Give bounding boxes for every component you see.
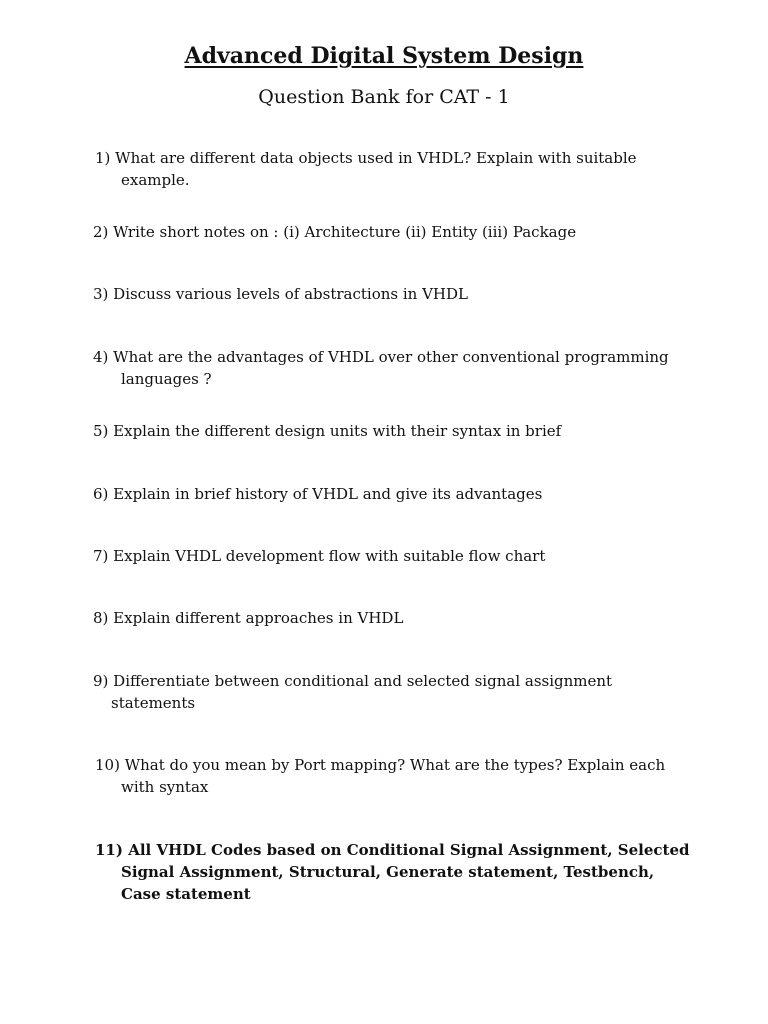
question-11-line1: 11) All VHDL Codes based on Conditional Signal Assignment, Selected [95,841,690,859]
question-1 [95,147,695,191]
document-title: Advanced Digital System Design [184,43,584,69]
question-7 [93,545,693,567]
question-10-line2: with syntax [121,778,209,796]
question-5-line1: 5) Explain the different design units with their syntax in brief [93,422,562,440]
question-6-line1: 6) Explain in brief history of VHDL and give its advantages [93,485,543,503]
question-2 [93,221,693,243]
question-4-line2: languages ? [121,370,212,388]
question-3-line1: 3) Discuss various levels of abstractions in VHDL [93,285,468,303]
question-8 [93,607,693,629]
question-11 [95,839,735,905]
question-1-line2: example. [121,171,190,189]
question-2-line1: 2) Write short notes on : (i) Architecture (ii) Entity (iii) Package [93,223,577,241]
question-9 [93,670,693,714]
question-4 [93,346,733,390]
question-10 [95,754,735,798]
question-7-line1: 7) Explain VHDL development flow with suitable flow chart [93,547,546,565]
question-8-line1: 8) Explain different approaches in VHDL [93,609,404,627]
question-3 [93,283,693,305]
document-subtitle: Question Bank for CAT - 1 [258,86,510,108]
question-9-line1: 9) Differentiate between conditional and selected signal assignment [93,672,613,690]
question-11-line2: Signal Assignment, Structural, Generate statement, Testbench, [121,863,655,881]
question-9-line2: statements [111,694,196,712]
question-5 [93,420,693,442]
question-4-line1: 4) What are the advantages of VHDL over other conventional programming [93,348,669,366]
question-11-line3: Case statement [121,885,251,903]
question-10-line1: 10) What do you mean by Port mapping? What are the types? Explain each [95,756,666,774]
question-6 [93,483,693,505]
question-1-line1: 1) What are different data objects used in VHDL? Explain with suitable [95,149,637,167]
